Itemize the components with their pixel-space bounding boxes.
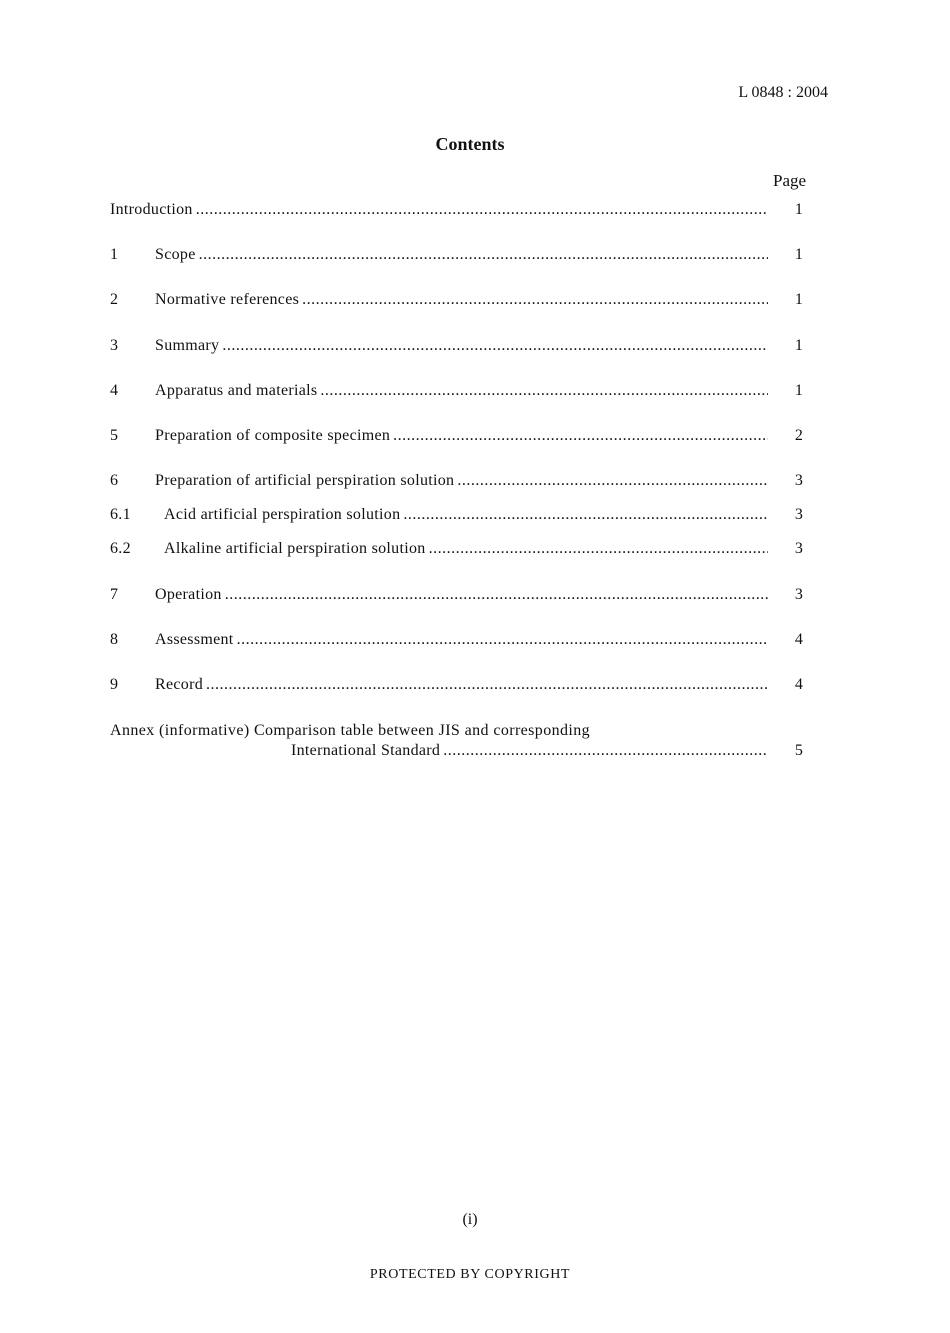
toc-entry-page: 1 [794, 382, 804, 399]
toc-entry-2[interactable] [110, 291, 810, 313]
toc-entry-page: 1 [794, 246, 804, 263]
toc-entry-6-1[interactable] [110, 506, 810, 528]
toc-entry-7[interactable] [110, 586, 810, 608]
toc-entry-1[interactable] [110, 246, 810, 268]
toc-entry-number: 9 [110, 676, 119, 693]
page-title: Contents [435, 134, 505, 154]
dot-leader [443, 742, 768, 760]
toc-entry-label: International Standard [291, 742, 441, 759]
dot-leader [429, 540, 768, 558]
toc-entry-label: Acid artificial perspiration solution [164, 506, 401, 523]
page-number: (i) [462, 1211, 478, 1228]
toc-entry-number: 8 [110, 631, 119, 648]
toc-entry-number: 3 [110, 337, 119, 354]
toc-entry-label: Operation [155, 586, 222, 603]
toc-entry-page: 1 [794, 291, 804, 308]
toc-entry-page: 5 [794, 742, 804, 759]
dot-leader [457, 472, 768, 490]
toc-entry-page: 2 [794, 427, 804, 444]
toc-entry-page: 4 [794, 631, 804, 648]
toc-entry-label: Alkaline artificial perspiration solution [164, 540, 426, 557]
toc-entry-8[interactable] [110, 631, 810, 653]
toc-entry-page: 3 [794, 540, 804, 557]
toc-entry-label: Preparation of composite specimen [155, 427, 391, 444]
toc-entry-number: 5 [110, 427, 119, 444]
dot-leader [393, 427, 768, 445]
toc-entry-label: Apparatus and materials [155, 382, 318, 399]
dot-leader [196, 201, 768, 219]
dot-leader [206, 676, 768, 694]
toc-entry-label: Preparation of artificial perspiration solution [155, 472, 455, 489]
dot-leader [403, 506, 768, 524]
toc-entry-page: 1 [794, 337, 804, 354]
toc-entry-6[interactable] [110, 472, 810, 494]
copyright-notice: PROTECTED BY COPYRIGHT [369, 1267, 571, 1282]
toc-entry-number: 6.1 [110, 506, 131, 523]
toc-entry-label: Scope [155, 246, 196, 263]
toc-entry-5[interactable] [110, 427, 810, 449]
page-column-header: Page [773, 171, 807, 190]
toc-entry-page: 3 [794, 472, 804, 489]
toc-entry-3[interactable] [110, 337, 810, 359]
toc-entry-label: Introduction [110, 201, 193, 218]
toc-entry-page: 4 [794, 676, 804, 693]
toc-entry-number: 6.2 [110, 540, 131, 557]
toc-entry-6-2[interactable] [110, 540, 810, 562]
dot-leader [237, 631, 768, 649]
toc-entry-label: Assessment [155, 631, 234, 648]
toc-entry-label: Record [155, 676, 204, 693]
dot-leader [222, 337, 768, 355]
toc-entry-number: 7 [110, 586, 119, 603]
toc-entry-annex[interactable] [291, 742, 810, 764]
toc-entry-number: 2 [110, 291, 119, 308]
toc-entry-4[interactable] [110, 382, 810, 404]
toc-entry-page: 3 [794, 586, 804, 603]
document-id: L 0848 : 2004 [738, 84, 828, 101]
dot-leader [225, 586, 768, 604]
toc-entry-number: 1 [110, 246, 119, 263]
toc-entry-number: 6 [110, 472, 119, 489]
dot-leader [320, 382, 768, 400]
dot-leader [302, 291, 768, 309]
toc-entry-number: 4 [110, 382, 119, 399]
toc-entry-9[interactable] [110, 676, 810, 698]
toc-entry-introduction[interactable] [110, 201, 810, 223]
toc-entry-page: 1 [794, 201, 804, 218]
toc-entry-label: Summary [155, 337, 220, 354]
toc-entry-label: Normative references [155, 291, 300, 308]
toc-entry-page: 3 [794, 506, 804, 523]
dot-leader [199, 246, 768, 264]
toc-entry-annex-line1[interactable]: Annex (informative) Comparison table between JIS and corresponding [110, 722, 591, 739]
